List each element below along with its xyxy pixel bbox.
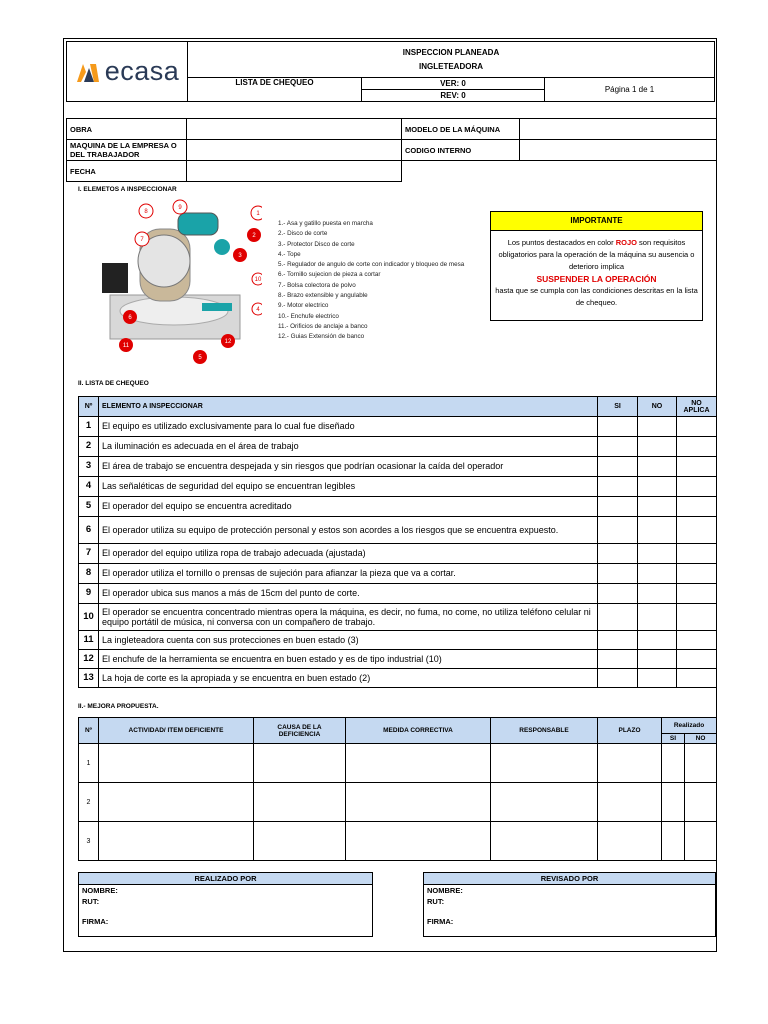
check-si[interactable] xyxy=(598,584,638,604)
improvement-table xyxy=(78,717,717,861)
part-item: 7.- Bolsa colectora de polvo xyxy=(278,281,356,289)
part-item: 2.- Disco de corte xyxy=(278,230,328,238)
check-na[interactable] xyxy=(677,497,717,517)
check-na[interactable] xyxy=(677,604,717,631)
col-plazo: PLAZO xyxy=(598,718,662,744)
check-na[interactable] xyxy=(677,544,717,564)
table-row: 6 El operador utiliza su equipo de protección personal y estos son acordes a los riesgos que se encuentra expuesto. xyxy=(79,517,717,544)
svg-text:2: 2 xyxy=(252,233,256,239)
svg-text:6: 6 xyxy=(128,315,132,321)
svg-text:8: 8 xyxy=(144,209,148,215)
table-row: 11 La ingleteadora cuenta con sus protecciones en buen estado (3) xyxy=(79,631,717,650)
svg-text:4: 4 xyxy=(256,307,260,313)
check-no[interactable] xyxy=(638,517,677,544)
label-maquina: MAQUINA DE LA EMPRESA O DEL TRABAJADOR xyxy=(67,140,187,161)
part-item: 10.- Enchufe electrico xyxy=(278,312,339,320)
miter-saw-image xyxy=(82,199,262,371)
revisado-nombre[interactable]: NOMBRE: xyxy=(424,885,716,896)
part-item: 12.- Guias Extensión de banco xyxy=(278,333,365,341)
table-row: 2 La iluminación es adecuada en el área de trabajo xyxy=(79,437,717,457)
check-no[interactable] xyxy=(638,564,677,584)
table-row: 5 El operador del equipo se encuentra acreditado xyxy=(79,497,717,517)
check-na[interactable] xyxy=(677,650,717,669)
version: VER: 0 xyxy=(362,78,545,90)
field-obra[interactable] xyxy=(187,119,402,140)
part-item: 11.- Orificios de anclaje a banco xyxy=(278,322,368,330)
check-no[interactable] xyxy=(638,437,677,457)
parts-list xyxy=(278,219,464,343)
revisado-rut[interactable]: RUT: xyxy=(424,896,716,907)
label-fecha: FECHA xyxy=(67,161,187,182)
realizado-nombre[interactable]: NOMBRE: xyxy=(79,885,373,896)
col-num: Nº xyxy=(79,718,99,744)
col-responsable: RESPONSABLE xyxy=(491,718,598,744)
table-row: 7 El operador del equipo utiliza ropa de trabajo adecuada (ajustada) xyxy=(79,544,717,564)
field-maquina[interactable] xyxy=(187,140,402,161)
signature-revisado xyxy=(423,872,716,937)
col-actividad: ACTIVIDAD/ ITEM DEFICIENTE xyxy=(99,718,254,744)
check-no[interactable] xyxy=(638,417,677,437)
check-si[interactable] xyxy=(598,604,638,631)
realizado-rut[interactable]: RUT: xyxy=(79,896,373,907)
check-no[interactable] xyxy=(638,584,677,604)
check-na[interactable] xyxy=(677,417,717,437)
revisado-title: REVISADO POR xyxy=(424,873,716,885)
check-si[interactable] xyxy=(598,457,638,477)
check-no[interactable] xyxy=(638,477,677,497)
check-si[interactable] xyxy=(598,497,638,517)
table-row: 3 El área de trabajo se encuentra despejada y sin riesgos que podrían ocasionar la caída del operador xyxy=(79,457,717,477)
part-item: 3.- Protector Disco de corte xyxy=(278,240,355,248)
part-item: 9.- Motor electrico xyxy=(278,302,329,310)
col-medida: MEDIDA CORRECTIVA xyxy=(346,718,491,744)
part-item: 1.- Asa y gatillo puesta en marcha xyxy=(278,220,373,227)
check-si[interactable] xyxy=(598,437,638,457)
check-si[interactable] xyxy=(598,564,638,584)
page-number: Página 1 de 1 xyxy=(545,78,715,102)
important-heading: IMPORTANTE xyxy=(491,212,702,231)
check-na[interactable] xyxy=(677,631,717,650)
check-no[interactable] xyxy=(638,631,677,650)
check-na[interactable] xyxy=(677,517,717,544)
table-row: 3 xyxy=(79,822,717,861)
info-table xyxy=(66,118,717,182)
field-modelo[interactable] xyxy=(520,119,717,140)
check-na[interactable] xyxy=(677,584,717,604)
col-realizado: Realizado xyxy=(662,718,717,734)
check-no[interactable] xyxy=(638,544,677,564)
svg-text:12: 12 xyxy=(224,339,232,345)
check-no[interactable] xyxy=(638,457,677,477)
part-item: 6.- Tornillo sujecion de pieza a cortar xyxy=(278,271,381,279)
form-header xyxy=(66,41,715,102)
ecasa-logo-icon xyxy=(75,60,101,84)
check-no[interactable] xyxy=(638,604,677,631)
col-no: NO xyxy=(638,397,677,417)
table-row: 12 El enchufe de la herramienta se encuentra en buen estado y es de tipo industrial (10) xyxy=(79,650,717,669)
svg-text:9: 9 xyxy=(178,205,182,211)
table-row: 9 El operador ubica sus manos a más de 15cm del punto de corte. xyxy=(79,584,717,604)
table-row: 1 xyxy=(79,744,717,783)
field-codigo[interactable] xyxy=(520,140,717,161)
revisado-firma[interactable]: FIRMA: xyxy=(424,907,716,937)
svg-text:3: 3 xyxy=(238,253,242,259)
check-na[interactable] xyxy=(677,564,717,584)
check-si[interactable] xyxy=(598,477,638,497)
check-si[interactable] xyxy=(598,631,638,650)
checklist-table xyxy=(78,396,717,688)
realizado-title: REALIZADO POR xyxy=(79,873,373,885)
check-si[interactable] xyxy=(598,417,638,437)
table-row: 4 Las señaléticas de seguridad del equipo se encuentran legibles xyxy=(79,477,717,497)
col-si: SI xyxy=(598,397,638,417)
inspection-form xyxy=(63,38,717,952)
label-codigo: CODIGO INTERNO xyxy=(402,140,520,161)
col-causa: CAUSA DE LA DEFICIENCIA xyxy=(254,718,346,744)
section-checklist-title: II. LISTA DE CHEQUEO xyxy=(78,380,149,387)
table-row: 13 La hoja de corte es la apropiada y se encuentra en buen estado (2) xyxy=(79,669,717,688)
svg-text:7: 7 xyxy=(140,237,144,243)
svg-text:11: 11 xyxy=(122,343,130,349)
check-na[interactable] xyxy=(677,437,717,457)
col-realizado-no: NO xyxy=(685,734,717,744)
revision: REV: 0 xyxy=(362,90,545,102)
part-item: 4.- Tope xyxy=(278,250,301,258)
check-si[interactable] xyxy=(598,544,638,564)
col-na: NO APLICA xyxy=(677,397,717,417)
svg-text:1: 1 xyxy=(256,211,260,217)
col-realizado-si: SI xyxy=(662,734,685,744)
svg-text:10: 10 xyxy=(254,277,262,283)
logo xyxy=(67,42,188,102)
table-row: 1 El equipo es utilizado exclusivamente para lo cual fue diseñado xyxy=(79,417,717,437)
important-box: IMPORTANTE Los puntos destacados en color ROJO son requisitos obligatorios para la operación de la máquina su ausencia o deterioro implica SUSPENDER LA OPERACIÓN hasta que se cumpla con las condiciones descritas en la lista de chequeo. xyxy=(490,211,703,321)
check-na[interactable] xyxy=(677,457,717,477)
col-element: ELEMENTO A INSPECCIONAR xyxy=(99,397,598,417)
section-elements-title: I. ELEMETOS A INSPECCIONAR xyxy=(78,186,177,193)
page-title: INSPECCION PLANEADA INGLETEADORA xyxy=(188,42,715,78)
check-na[interactable] xyxy=(677,477,717,497)
check-si[interactable] xyxy=(598,669,638,688)
brand-name: ecasa xyxy=(104,56,180,86)
check-no[interactable] xyxy=(638,650,677,669)
check-na[interactable] xyxy=(677,669,717,688)
check-si[interactable] xyxy=(598,517,638,544)
part-item: 5.- Regulador de angulo de corte con indicador y bloqueo de mesa xyxy=(278,261,465,269)
suspend-warning: SUSPENDER LA OPERACIÓN xyxy=(536,274,657,284)
field-fecha[interactable] xyxy=(187,161,402,182)
table-row: 10 El operador se encuentra concentrado mientras opera la máquina, es decir, no fuma, no come, no utiliza teléfono celular ni equipo portátil de música, ni conversa con un compañero de trabajo. xyxy=(79,604,717,631)
label-modelo: MODELO DE LA MÁQUINA xyxy=(402,119,520,140)
table-row: 2 xyxy=(79,783,717,822)
signature-realizado xyxy=(78,872,373,937)
check-si[interactable] xyxy=(598,650,638,669)
realizado-firma[interactable]: FIRMA: xyxy=(79,907,373,937)
svg-text:5: 5 xyxy=(198,355,202,361)
part-item: 8.- Brazo extensible y angulable xyxy=(278,292,368,300)
col-num: Nº xyxy=(79,397,99,417)
check-no[interactable] xyxy=(638,497,677,517)
doc-type: LISTA DE CHEQUEO xyxy=(188,78,362,102)
check-no[interactable] xyxy=(638,669,677,688)
label-obra: OBRA xyxy=(67,119,187,140)
table-row: 8 El operador utiliza el tornillo o prensas de sujeción para afianzar la pieza que va a cortar. xyxy=(79,564,717,584)
section-improvement-title: II.- MEJORA PROPUESTA. xyxy=(78,703,159,710)
